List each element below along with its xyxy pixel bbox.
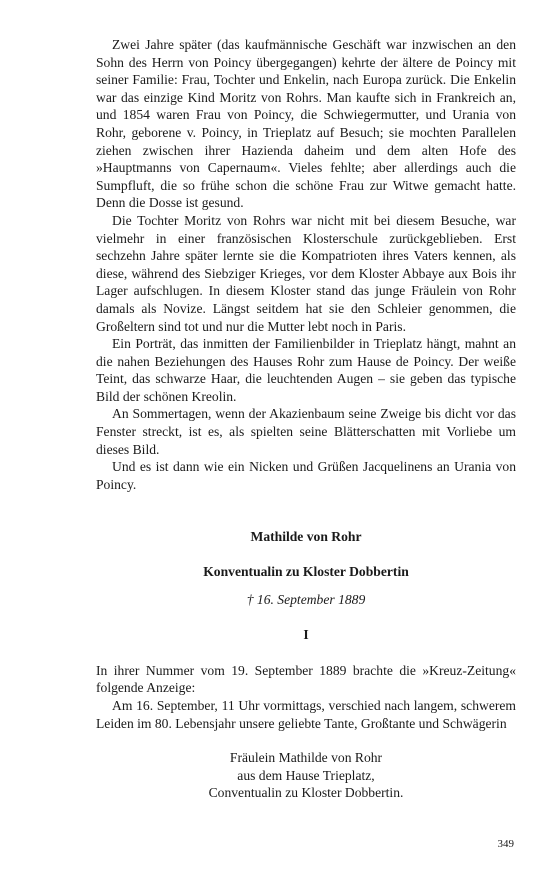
section-paragraph: Am 16. September, 11 Uhr vormittags, verschied nach langem, schwerem Leiden im 80. Lebensjahr unsere geliebte Tante, Großtante und Schwägerin <box>96 698 516 731</box>
notice-line: aus dem Hause Trieplatz, <box>237 767 375 783</box>
body-paragraph: An Sommertagen, wenn der Akazienbaum seine Zweige bis dicht vor das Fenster streckt, ist es, als spielten seine Blätterschatten mit Vorliebe um dieses Bild. <box>96 406 516 457</box>
notice-line: Conventualin zu Kloster Dobbertin. <box>208 785 404 801</box>
section-title-heading: Konventualin zu Kloster Dobbertin <box>203 564 409 580</box>
page-number: 349 <box>497 838 514 850</box>
section-number: I <box>303 627 309 643</box>
page-content <box>96 36 516 802</box>
obituary-notice <box>96 749 516 802</box>
body-paragraph: Ein Porträt, das inmitten der Familienbilder in Trieplatz hängt, mahnt an die nahen Beziehungen des Hauses Rohr zum Hause de Poincy. Der weiße Teint, das schwarze Haar, die leuchtenden Augen – sie geben das typische Bild der schönen Kreolin. <box>96 336 516 404</box>
section-dates: † 16. September 1889 <box>246 591 366 607</box>
body-paragraph: Die Tochter Moritz von Rohrs war nicht mit bei diesem Besuche, war vielmehr in einer französischen Klosterschule zurückgeblieben. Erst sechzehn Jahre später lernte sie die Kompatrioten ihres Vaters kennen, als diese, während des Siebziger Krieges, vor dem Kloster Abbaye aux Bois ihr Lager aufschlugen. In diesem Kloster stand das junge Fräulein von Rohr damals als Novize. Längst seitdem hat sie den Schleier genommen, die Großeltern sind tot und nur die Mutter lebt noch in Paris. <box>96 212 516 334</box>
section-name-heading: Mathilde von Rohr <box>250 529 362 545</box>
section-paragraph: In ihrer Nummer vom 19. September 1889 brachte die »Kreuz-Zeitung« folgende Anzeige: <box>96 662 516 696</box>
body-paragraph: Zwei Jahre später (das kaufmännische Geschäft war inzwischen an den Sohn des Herrn von Poincy übergegangen) kehrte der ältere de Poincy mit seiner Familie: Frau, Tochter und Enkelin, nach Europa zurück. Die Enkelin war das einzige Kind Moritz von Rohrs. Man kaufte sich in Frankreich an, und 1854 waren Frau von Poincy, die Schwiegermutter, und Urania von Rohr, geborene v. Poincy, in Trieplatz auf Besuch; sie mochten Parallelen ziehen zwischen ihrer Hazienda daheim und dem alten Hofe des »Hauptmanns von Capernaum«. Vieles fehlte; aber allerdings auch die Sumpfluft, die so frühe schon die schöne Frau zur Witwe gemacht hatte. Denn die Dosse ist gesund. <box>96 37 516 211</box>
body-paragraph: Und es ist dann wie ein Nicken und Grüßen Jacquelinens an Urania von Poincy. <box>96 459 516 492</box>
notice-line: Fräulein Mathilde von Rohr <box>229 750 383 766</box>
